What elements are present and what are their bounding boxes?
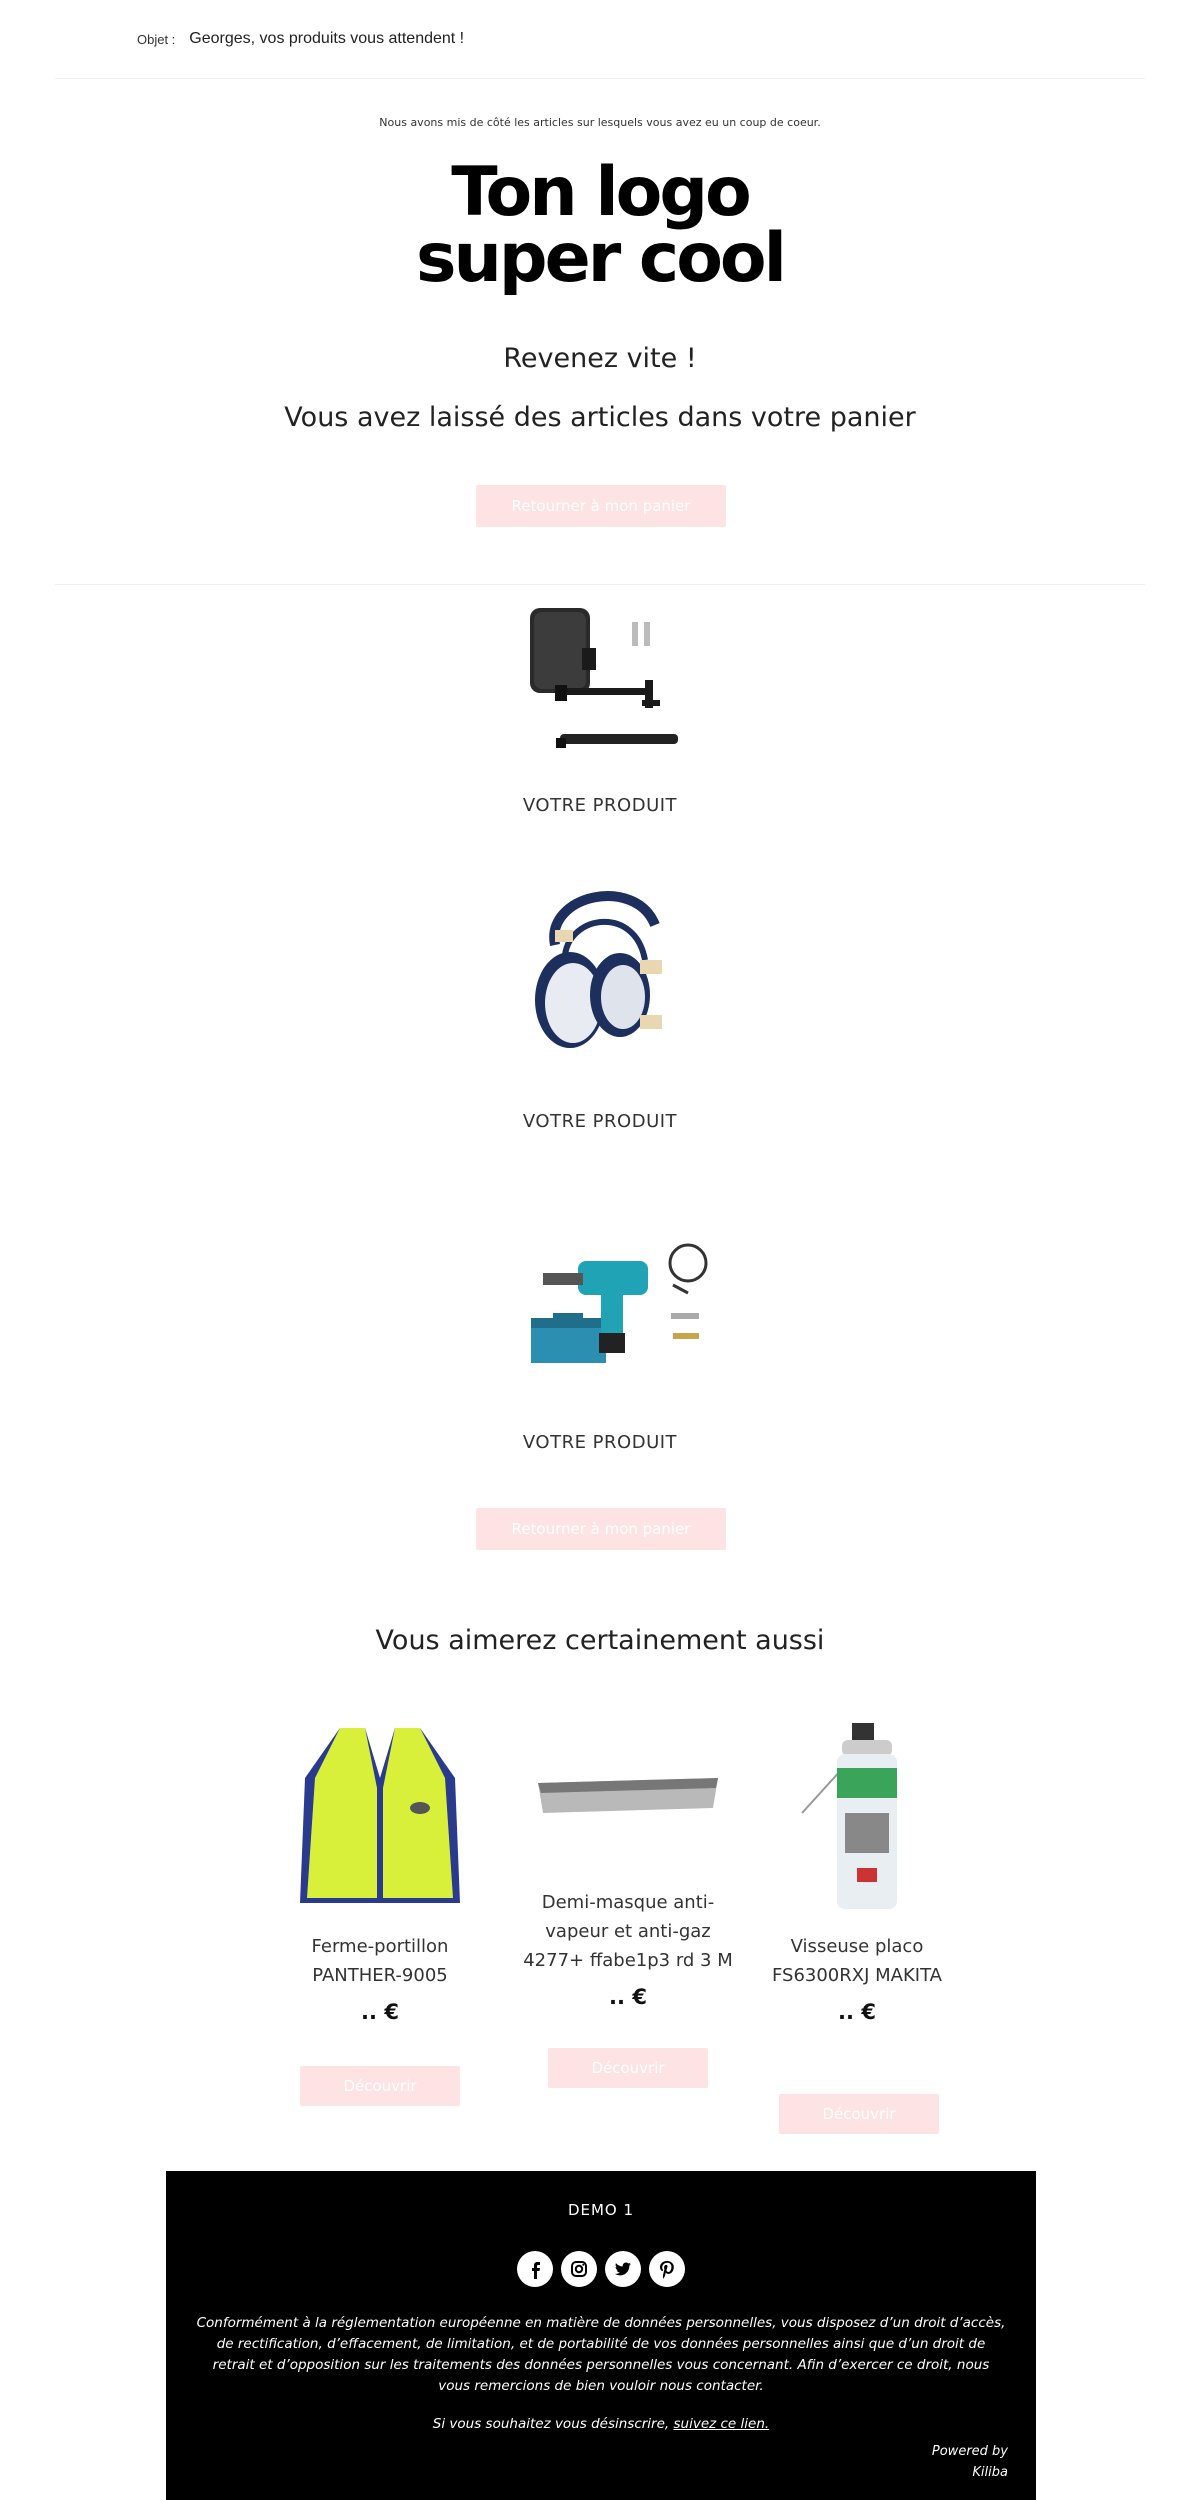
unsubscribe-link[interactable]: suivez ce lien. xyxy=(673,2416,770,2432)
logo-line-1: Ton logo xyxy=(451,153,749,232)
email-subject xyxy=(137,28,464,50)
twitter-icon[interactable] xyxy=(605,2251,641,2287)
instagram-icon[interactable] xyxy=(561,2251,597,2287)
recommend-price: .. € xyxy=(838,2000,876,2024)
trowel-blade-icon xyxy=(518,1718,738,1878)
powered-by xyxy=(898,2441,1008,2483)
powered-by-label: Powered by xyxy=(931,2444,1008,2459)
divider xyxy=(55,78,1145,79)
powered-by-brand[interactable]: Kiliba xyxy=(972,2465,1008,2480)
return-to-cart-button[interactable]: Retourner à mon panier xyxy=(476,485,726,527)
recommend-price: .. € xyxy=(609,1985,647,2009)
recommend-name: Ferme-portillon PANTHER-9005 xyxy=(311,1936,449,1986)
recommend-card xyxy=(747,1718,967,2024)
safety-vest-icon xyxy=(270,1718,490,1918)
return-to-cart-button[interactable]: Retourner à mon panier xyxy=(476,1508,726,1550)
recommend-title: Vous aimerez certainement aussi xyxy=(375,1625,825,1656)
footer xyxy=(166,2171,1036,2500)
subject-label: Objet : xyxy=(137,31,176,47)
pinterest-icon[interactable] xyxy=(649,2251,685,2287)
divider xyxy=(55,584,1145,585)
social-links xyxy=(166,2251,1036,2287)
company-name: DEMO 1 xyxy=(567,2201,635,2219)
discover-button[interactable]: Découvrir xyxy=(548,2048,708,2088)
legal-notice: Conformément à la réglementation européenne en matière de données personnelles, vous disposez d’un droit d’accès, de rectification, d’effacement, de limitation, et de portabilité de vos données personnelles ainsi que d’un droit de retrait et d’opposition sur les traitements des données personnelles vous concernant. Afin d’exercer ce droit, nous vous remercions de bien vouloir nous contacter. xyxy=(196,2315,1006,2394)
logo-line-2: super cool xyxy=(416,219,784,298)
wall-mount-speaker-icon xyxy=(520,600,685,760)
cart-product-label: VOTRE PRODUIT xyxy=(522,795,678,816)
unsubscribe-text: Si vous souhaitez vous désinscrire, xyxy=(432,2416,670,2432)
unsubscribe-line xyxy=(166,2416,1036,2432)
screwdriver-kit-icon xyxy=(523,1233,708,1368)
discover-button[interactable]: Découvrir xyxy=(300,2066,460,2106)
spray-can-icon xyxy=(747,1718,967,1918)
recommend-name: Visseuse placo FS6300RXJ MAKITA xyxy=(771,1936,942,1986)
recommend-card xyxy=(270,1718,490,2024)
cart-product-label: VOTRE PRODUIT xyxy=(522,1432,678,1453)
heading-cart-left: Vous avez laissé des articles dans votre panier xyxy=(284,402,916,433)
respirator-mask-icon xyxy=(525,875,675,1060)
brand-logo xyxy=(0,153,1200,298)
heading-revenez: Revenez vite ! xyxy=(503,343,697,374)
facebook-icon[interactable] xyxy=(517,2251,553,2287)
recommend-card xyxy=(518,1718,738,2009)
recommend-name: Demi-masque anti-vapeur et anti-gaz 4277+ ffabe1p3 rd 3 M xyxy=(523,1892,733,1971)
cart-product-label: VOTRE PRODUIT xyxy=(522,1111,678,1132)
recommend-price: .. € xyxy=(361,2000,399,2024)
preheader-text: Nous avons mis de côté les articles sur lesquels vous avez eu un coup de coeur. xyxy=(379,116,821,129)
discover-button[interactable]: Découvrir xyxy=(779,2094,939,2134)
subject-value: Georges, vos produits vous attendent ! xyxy=(189,30,465,47)
